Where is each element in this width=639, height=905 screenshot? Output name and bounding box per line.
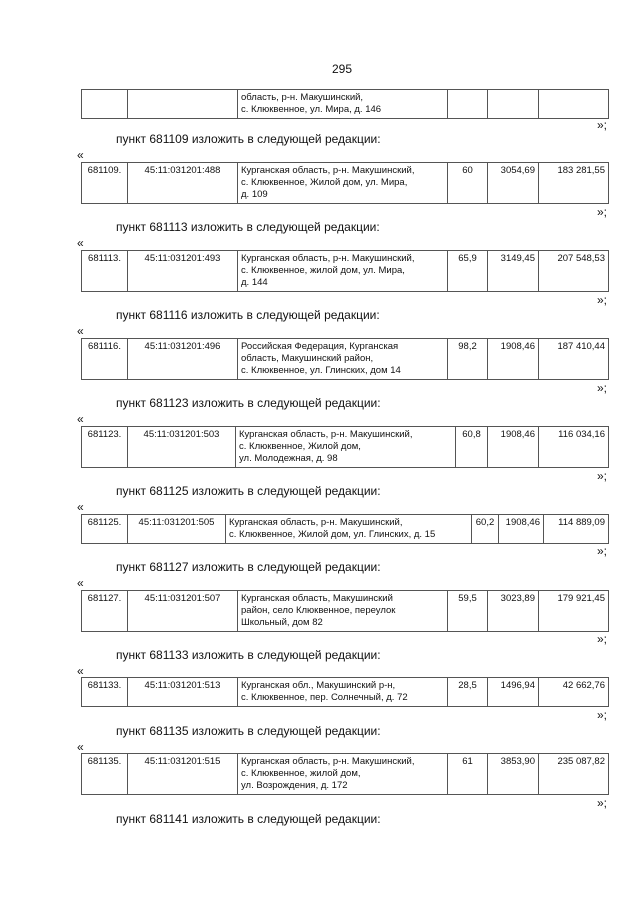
instruction-text: пункт 681109 изложить в следующей редакции:: [116, 132, 381, 146]
address-line: область, р-н. Макушинский,: [241, 92, 364, 103]
close-quote: »;: [596, 293, 607, 307]
table-row: [82, 427, 609, 468]
instruction-text: пункт 681141 изложить в следующей редакции:: [116, 812, 381, 826]
open-quote: «: [77, 236, 84, 250]
cell-price: 3054,69: [488, 163, 539, 204]
cell-cadastre: 45:11:031201:488: [128, 163, 238, 204]
cell-cadastre: 45:11:031201:515: [128, 754, 238, 795]
cell-num: 681127.: [82, 591, 128, 632]
record-table: [81, 677, 609, 707]
table-row: [82, 591, 609, 632]
cell-cadastre: 45:11:031201:493: [128, 251, 238, 292]
address-line: Курганская область, р-н. Макушинский,: [229, 517, 403, 528]
cell-address: [238, 163, 448, 204]
close-quote: »;: [596, 118, 607, 132]
address-line: Курганская область, р-н. Макушинский,: [241, 756, 415, 767]
close-quote: »;: [596, 205, 607, 219]
cell-value: 42 662,76: [539, 678, 609, 707]
address-line: с. Клюквенное, Жилой дом,: [239, 441, 361, 452]
continuation-table: [81, 89, 609, 119]
address-line: ул. Возрождения, д. 172: [241, 780, 348, 791]
cell-area: 60,2: [472, 515, 499, 544]
cell-address: [238, 591, 448, 632]
close-quote: »;: [596, 796, 607, 810]
cell-cadastre: 45:11:031201:503: [128, 427, 236, 468]
cell-area: 60,8: [456, 427, 488, 468]
table-row: [82, 163, 609, 204]
instruction-text: пункт 681116 изложить в следующей редакции:: [116, 308, 380, 322]
address-line: д. 109: [241, 189, 268, 200]
cell-price: 1908,46: [488, 339, 539, 380]
address-line: Курганская область, р-н. Макушинский,: [241, 253, 415, 264]
address-line: Школьный, дом 82: [241, 617, 323, 628]
record-table: [81, 338, 609, 380]
cell-price: 1908,46: [499, 515, 544, 544]
open-quote: «: [77, 412, 84, 426]
cell-cadastre: 45:11:031201:507: [128, 591, 238, 632]
record-table: [81, 426, 609, 468]
cell-num: 681109.: [82, 163, 128, 204]
cell-address: [236, 427, 456, 468]
cell-address: [238, 90, 448, 119]
record-table: [81, 590, 609, 632]
record-table: [81, 162, 609, 204]
cell-num: 681125.: [82, 515, 128, 544]
close-quote: »;: [596, 544, 607, 558]
address-line: с. Клюквенное, пер. Солнечный, д. 72: [241, 692, 408, 703]
cell-cadastre: 45:11:031201:505: [128, 515, 226, 544]
cell-value: 183 281,55: [539, 163, 609, 204]
cell-value: 179 921,45: [539, 591, 609, 632]
table-row: [82, 754, 609, 795]
cell-price: 3023,89: [488, 591, 539, 632]
address-line: область, Макушинский район,: [241, 353, 374, 364]
address-line: с. Клюквенное, Жилой дом, ул. Мира,: [241, 177, 408, 188]
address-line: Курганская область, р-н. Макушинский,: [239, 429, 413, 440]
table-row: [82, 515, 609, 544]
cell-address: [226, 515, 472, 544]
cell-area: 60: [448, 163, 488, 204]
open-quote: «: [77, 324, 84, 338]
cell-value: 187 410,44: [539, 339, 609, 380]
open-quote: «: [77, 740, 84, 754]
close-quote: »;: [596, 632, 607, 646]
address-line: с. Клюквенное, ул. Глинских, дом 14: [241, 365, 401, 376]
cell-num: [82, 90, 128, 119]
cell-area: 98,2: [448, 339, 488, 380]
address-line: Курганская обл., Макушинский р-н,: [241, 680, 396, 691]
instruction-text: пункт 681123 изложить в следующей редакции:: [116, 396, 381, 410]
cell-cadastre: [128, 90, 238, 119]
address-line: Российская Федерация, Курганская: [241, 341, 399, 352]
open-quote: «: [77, 664, 84, 678]
cell-price: 3149,45: [488, 251, 539, 292]
record-table: [81, 753, 609, 795]
address-line: ул. Молодежная, д. 98: [239, 453, 338, 464]
open-quote: «: [77, 576, 84, 590]
cell-value: 114 889,09: [544, 515, 609, 544]
address-line: с. Клюквенное, жилой дом, ул. Мира,: [241, 265, 405, 276]
table-row: [82, 251, 609, 292]
record-table: [81, 514, 609, 544]
cell-area: 28,5: [448, 678, 488, 707]
address-line: с. Клюквенное, жилой дом,: [241, 768, 361, 779]
table-row: [82, 90, 609, 119]
cell-address: [238, 678, 448, 707]
close-quote: »;: [596, 708, 607, 722]
cell-num: 681113.: [82, 251, 128, 292]
open-quote: «: [77, 500, 84, 514]
cell-num: 681123.: [82, 427, 128, 468]
record-table: [81, 250, 609, 292]
close-quote: »;: [596, 469, 607, 483]
table-row: [82, 339, 609, 380]
close-quote: »;: [596, 381, 607, 395]
cell-value: 116 034,16: [539, 427, 609, 468]
address-line: Курганская область, Макушинский: [241, 593, 393, 604]
cell-num: 681116.: [82, 339, 128, 380]
cell-area: 61: [448, 754, 488, 795]
cell-price: 1908,46: [488, 427, 539, 468]
cell-num: 681133.: [82, 678, 128, 707]
open-quote: «: [77, 148, 84, 162]
cell-price: [488, 90, 539, 119]
cell-area: 59,5: [448, 591, 488, 632]
instruction-text: пункт 681113 изложить в следующей редакции:: [116, 220, 380, 234]
cell-area: 65,9: [448, 251, 488, 292]
cell-value: 235 087,82: [539, 754, 609, 795]
cell-price: 3853,90: [488, 754, 539, 795]
address-line: Курганская область, р-н. Макушинский,: [241, 165, 415, 176]
cell-cadastre: 45:11:031201:513: [128, 678, 238, 707]
instruction-text: пункт 681125 изложить в следующей редакции:: [116, 484, 381, 498]
address-line: район, село Клюквенное, переулок: [241, 605, 396, 616]
cell-cadastre: 45:11:031201:496: [128, 339, 238, 380]
cell-value: 207 548,53: [539, 251, 609, 292]
cell-price: 1496,94: [488, 678, 539, 707]
page-number: 295: [331, 62, 353, 76]
cell-address: [238, 754, 448, 795]
address-line: с. Клюквенное, Жилой дом, ул. Глинских, д. 15: [229, 529, 436, 540]
address-line: с. Клюквенное, ул. Мира, д. 146: [241, 104, 382, 115]
instruction-text: пункт 681135 изложить в следующей редакции:: [116, 724, 381, 738]
instruction-text: пункт 681127 изложить в следующей редакции:: [116, 560, 381, 574]
instruction-text: пункт 681133 изложить в следующей редакции:: [116, 648, 381, 662]
cell-address: [238, 251, 448, 292]
table-row: [82, 678, 609, 707]
cell-address: [238, 339, 448, 380]
cell-num: 681135.: [82, 754, 128, 795]
cell-value: [539, 90, 609, 119]
cell-area: [448, 90, 488, 119]
address-line: д. 144: [241, 277, 268, 288]
